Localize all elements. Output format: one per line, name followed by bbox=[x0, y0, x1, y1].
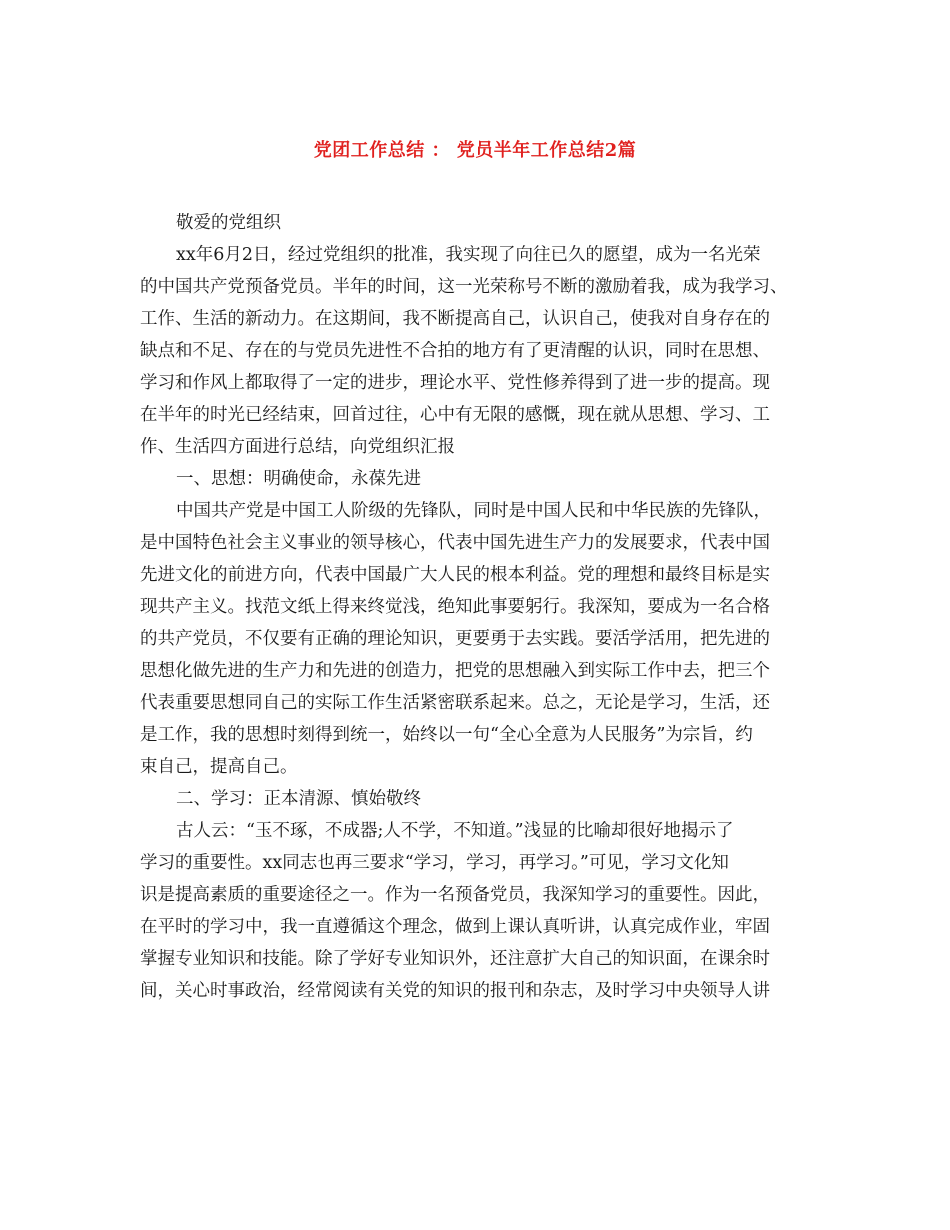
text-line: 学习的重要性。xx同志也再三要求“学习，学习，再学习。”可见，学习文化知 bbox=[140, 853, 729, 873]
section-heading: 一、思想：明确使命，永葆先进 bbox=[176, 469, 421, 489]
text-line: 是工作，我的思想时刻得到统一，始终以一句“全心全意为人民服务”为宗旨，约 bbox=[140, 725, 753, 745]
text-line: 掌握专业知识和技能。除了学好专业知识外，还注意扩大自己的知识面，在课余时 bbox=[140, 949, 770, 969]
text-line: 学习和作风上都取得了一定的进步，理论水平、党性修养得到了进一步的提高。现 bbox=[140, 373, 770, 393]
text-line: 古人云：“玉不琢，不成器;人不学，不知道。”浅显的比喻却很好地揭示了 bbox=[176, 821, 734, 841]
section-heading: 二、学习：正本清源、慎始敬终 bbox=[176, 789, 421, 809]
text-line: 中国共产党是中国工人阶级的先锋队，同时是中国人民和中华民族的先锋队， bbox=[176, 501, 771, 521]
text-line: 束自己，提高自己。 bbox=[140, 757, 298, 777]
text-line: 在半年的时光已经结束，回首过往，心中有无限的感慨，现在就从思想、学习、工 bbox=[140, 405, 770, 425]
text-line: 的共产党员，不仅要有正确的理论知识，更要勇于去实践。要活学活用，把先进的 bbox=[140, 629, 770, 649]
text-line: 思想化做先进的生产力和先进的创造力，把党的思想融入到实际工作中去，把三个 bbox=[140, 661, 770, 681]
text-line: 缺点和不足、存在的与党员先进性不合拍的地方有了更清醒的认识，同时在思想、 bbox=[140, 341, 770, 361]
text-line: 是中国特色社会主义事业的领导核心，代表中国先进生产力的发展要求，代表中国 bbox=[140, 533, 770, 553]
text-line: 代表重要思想同自己的实际工作生活紧密联系起来。总之，无论是学习，生活，还 bbox=[140, 693, 770, 713]
text-line: 敬爱的党组织 bbox=[176, 213, 281, 233]
text-line: 现共产主义。找范文纸上得来终觉浅，绝知此事要躬行。我深知，要成为一名合格 bbox=[140, 597, 770, 617]
text-line: xx年6月2日，经过党组织的批准，我实现了向往已久的愿望，成为一名光荣 bbox=[176, 245, 761, 265]
text-line: 的中国共产党预备党员。半年的时间，这一光荣称号不断的激励着我，成为我学习、 bbox=[140, 277, 788, 297]
text-line: 工作、生活的新动力。在这期间，我不断提高自己，认识自己，使我对自身存在的 bbox=[140, 309, 770, 329]
text-line: 在平时的学习中，我一直遵循这个理念，做到上课认真听讲，认真完成作业，牢固 bbox=[140, 917, 770, 937]
text-line: 间，关心时事政治，经常阅读有关党的知识的报刊和杂志，及时学习中央领导人讲 bbox=[140, 981, 770, 1001]
text-line: 作、生活四方面进行总结，向党组织汇报 bbox=[140, 437, 455, 457]
text-line: 先进文化的前进方向，代表中国最广大人民的根本利益。党的理想和最终目标是实 bbox=[140, 565, 770, 585]
text-line: 识是提高素质的重要途径之一。作为一名预备党员，我深知学习的重要性。因此， bbox=[140, 885, 770, 905]
document-title: 党团工作总结 ： 党员半年工作总结2篇 bbox=[313, 140, 637, 161]
